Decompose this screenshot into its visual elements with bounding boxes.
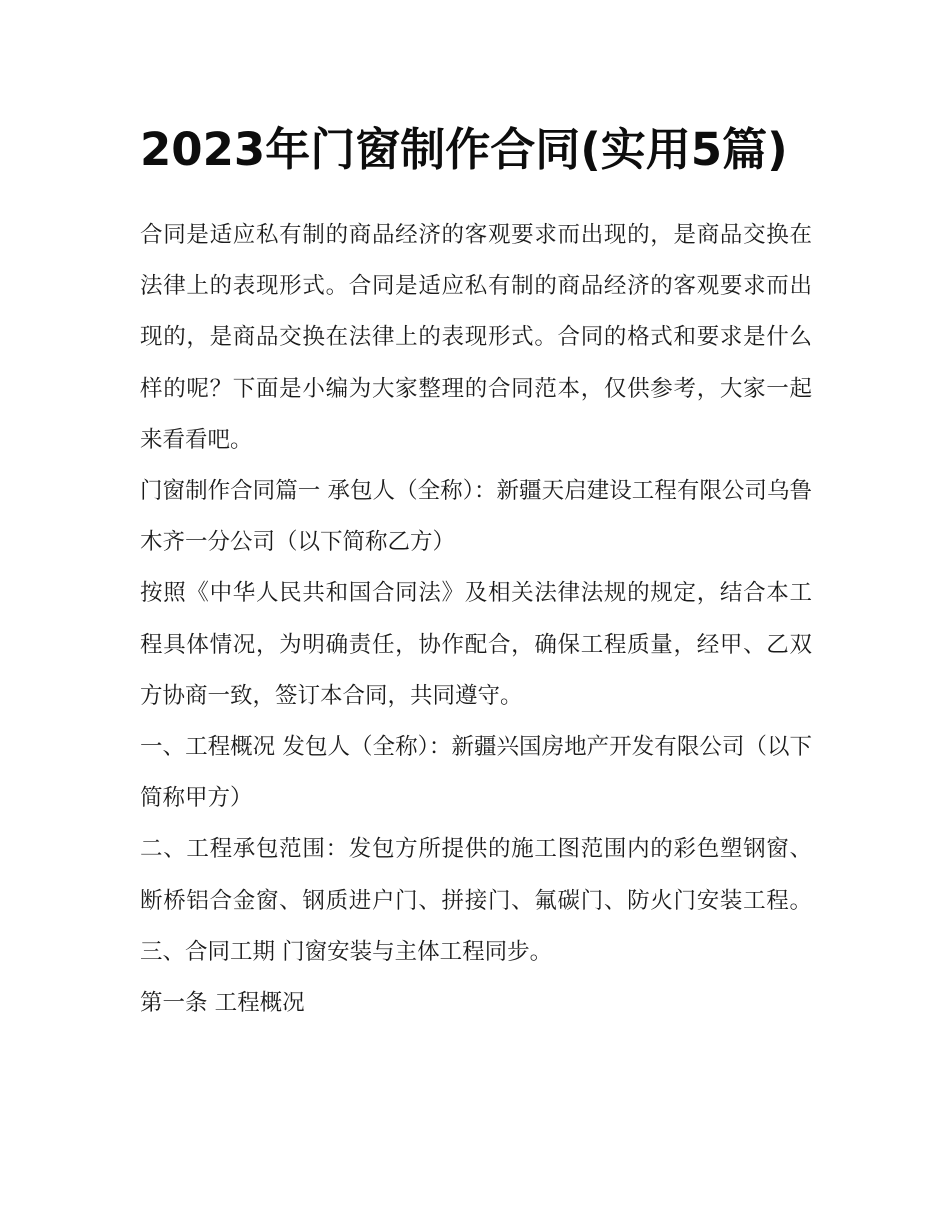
paragraph-project-overview: 一、工程概况 发包人（全称）：新疆兴国房地产开发有限公司（以下简称甲方） <box>140 734 812 812</box>
paragraph-contractor: 门窗制作合同篇一 承包人（全称）：新疆天启建设工程有限公司乌鲁木齐一分公司（以下简称乙方） <box>140 478 812 556</box>
paragraph-article-one: 第一条 工程概况 <box>140 990 305 1017</box>
document-title: 2023年门窗制作合同(实用5篇) <box>140 123 788 176</box>
paragraph-legal-basis: 按照《中华人民共和国合同法》及相关法律法规的规定，结合本工程具体情况，为明确责任，协作配合，确保工程质量，经甲、乙双方协商一致，签订本合同，共同遵守。 <box>140 580 812 709</box>
document-body <box>140 118 812 1029</box>
paragraph-intro: 合同是适应私有制的商品经济的客观要求而出现的，是商品交换在法律上的表现形式。合同是适应私有制的商品经济的客观要求而出现的，是商品交换在法律上的表现形式。合同的格式和要求是什么样的呢？下面是小编为大家整理的合同范本，仅供参考，大家一起来看看吧。 <box>140 222 812 453</box>
paragraph-contract-scope: 二、工程承包范围：发包方所提供的施工图范围内的彩色塑钢窗、断桥铝合金窗、钢质进户门、拼接门、氟碳门、防火门安装工程。 三、合同工期 门窗安装与主体工程同步。 <box>140 836 812 965</box>
